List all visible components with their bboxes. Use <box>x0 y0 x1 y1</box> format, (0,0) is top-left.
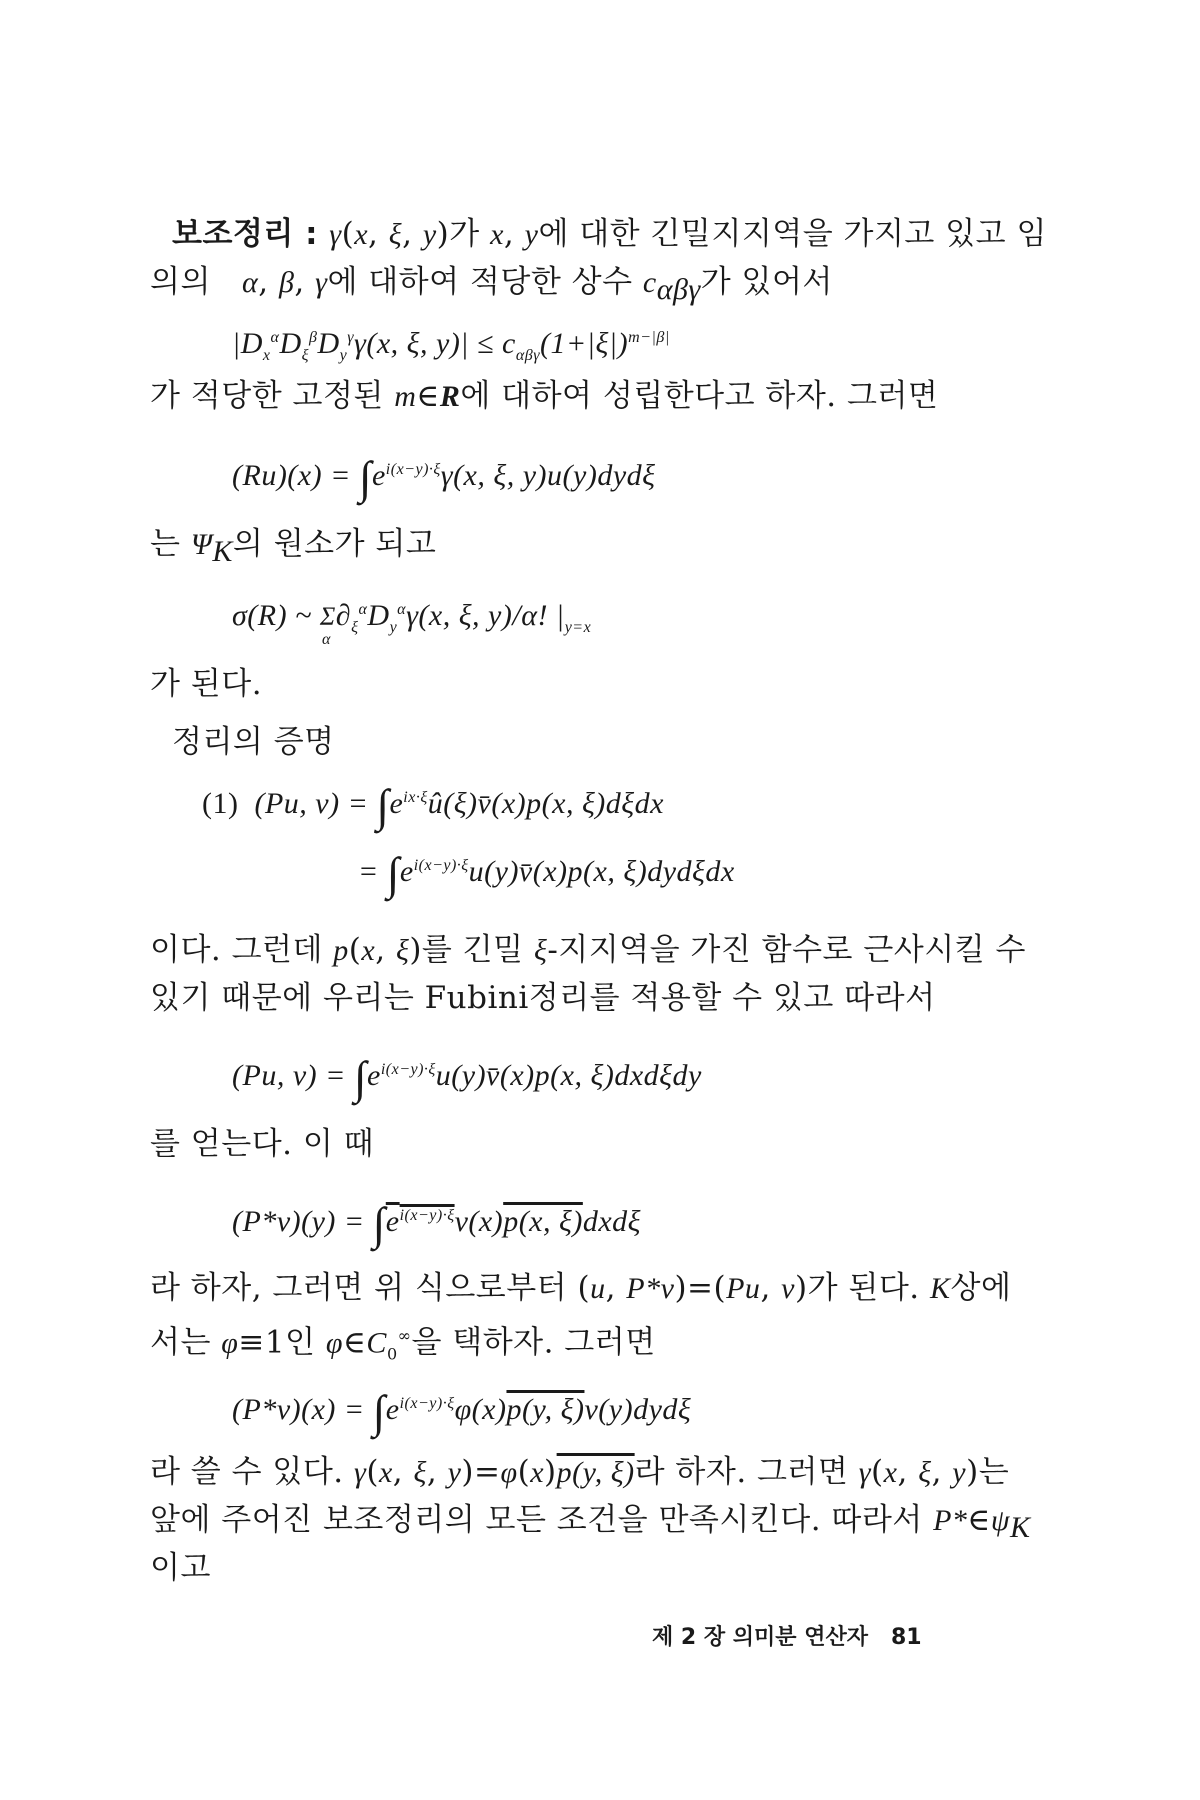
proof-heading: 정리의 증명 <box>172 724 335 760</box>
proof-text-5: 서는 φ≡1인 $\varphi\in C_0^\infty$을 택하자. 그러면 <box>150 1324 656 1364</box>
proof-eq-3: $(P*v)(y) = \int e^{i(x-y)\cdot\xi}v(x)p(x$, ξ)dxdξ <box>232 1198 642 1249</box>
running-footer <box>652 1620 922 1651</box>
lemma-line-1: 보조정리 : γ(x, ξ, y)가 x, y에 대한 긴밀지지역을 가지고 있고 임 <box>172 216 1047 252</box>
proof-text-7: 앞에 주어진 보조정리의 모든 조건을 만족시킨다. 따라서 $P*\in\psi_K$ <box>150 1502 1031 1545</box>
page-number: 81 <box>890 1625 922 1650</box>
proof-eq-4: $(P*v)(x) = \int e^{i(x-y)\cdot\xi}\varphi(x)p(y$, ξ)v(y)dydξ <box>232 1386 692 1437</box>
lemma-symbol: σ(R) ~ $\Sigma\partial_\xi^\alpha D_y^\alpha\gamma(x$, ξ, y)/α! $|_{y=x}$ <box>232 599 592 636</box>
lemma-line-3: 가 적당한 고정된 m∈R에 대하여 성립한다고 하자. 그러면 <box>150 378 939 414</box>
lemma-condition: $|D_x^\alpha D_\xi^\beta D_y^\gamma\gamma(x$, ξ, $y)| \le c_{\alpha\beta\gamma}(1+|\xi|)^{m-|\beta|}$ <box>232 327 670 364</box>
proof-text-3: 를 얻는다. 이 때 <box>150 1126 375 1162</box>
proof-text-4: 라 하자, 그러면 위 식으로부터 (u, P*v)=(Pu, v)가 된다. K상에 <box>150 1270 1012 1306</box>
proof-text-1: 이다. 그런데 p(x, ξ)를 긴밀 ξ-지지역을 가진 함수로 근사시킬 수 <box>150 932 1026 968</box>
proof-eq-1a: (1) (Pu, $v) = \int e^{ix\cdot\xi}û(\xi)v̄(x)p(x$, ξ)dξdx <box>202 780 664 831</box>
proof-text-6: 라 쓸 수 있다. γ(x, ξ, y)=φ(x)p(y, ξ)라 하자. 그러면 γ(x, ξ, y)는 <box>150 1454 1010 1490</box>
lemma-line-4: 는 $\Psi_K$의 원소가 되고 <box>150 526 437 569</box>
proof-text-2: 있기 때문에 우리는 Fubini정리를 적용할 수 있고 따라서 <box>150 980 936 1016</box>
chapter-title: 제 2 장 의미분 연산자 <box>652 1625 868 1650</box>
proof-eq-1b: = $\int e^{i(x-y)\cdot\xi}u(y)v̄(x)p(x$, ξ)dydξdx <box>358 848 735 899</box>
lemma-operator: $(Ru)(x) = \int e^{i(x-y)\cdot\xi}\gamma(x$, ξ, y)u(y)dydξ <box>232 452 656 503</box>
lemma-line-5: 가 된다. <box>150 666 263 702</box>
lemma-line-2: 의의 α, β, γ에 대하여 적당한 상수 $c_{\alpha\beta\gamma}$가 있어서 <box>150 264 833 307</box>
proof-text-8: 이고 <box>150 1550 211 1586</box>
lemma-label: 보조정리 : <box>172 216 330 252</box>
sum-index: α <box>322 631 331 648</box>
proof-eq-2: (Pu, $v) = \int e^{i(x-y)\cdot\xi}u(y)v̄(x)p(x$, ξ)dxdξdy <box>232 1052 702 1103</box>
